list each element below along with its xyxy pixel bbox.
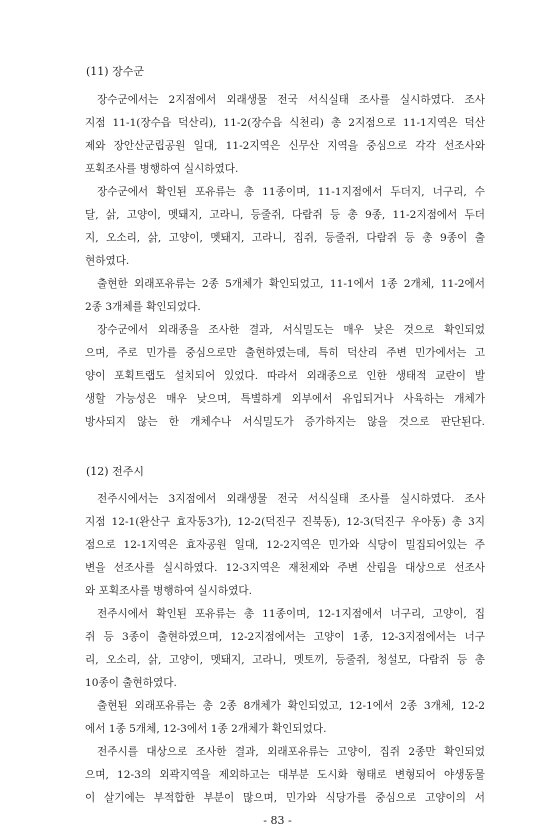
body-line: 10종이 출현하였다. <box>85 677 177 689</box>
body-line: 쥐 등 3종이 출현하였으며, 12-2지점에서는 고양이 1종, 12-3지점에서는 너구 <box>85 631 485 643</box>
body-line: 장수군에서 확인된 포유류는 총 11종이며, 11-1지점에서 두더지, 너구리, 수 <box>97 186 485 198</box>
body-line: 으며, 주로 민가를 중심으로만 출현하였는데, 특히 덕산리 주변 민가에서는 고 <box>85 347 485 359</box>
body-line: 제와 장안산군립공원 일대, 11-2지역은 신무산 지역을 중심으로 각각 선조사와 <box>85 140 485 152</box>
section-heading-jeonju: (12) 전주시 <box>86 465 144 478</box>
body-line: 지점 12-1(완산구 효자동3가), 12-2(덕진구 진북동), 12-3(덕진구 우아동) 총 3지 <box>85 516 485 528</box>
body-line: 리, 오소리, 삵, 고양이, 멧돼지, 고라니, 멧토끼, 등줄쥐, 청설모, 다람쥐 등 총 <box>85 654 485 666</box>
body-line: 이 살기에는 부적합한 부분이 많으며, 민가와 식당가를 중심으로 고양이의 서 <box>85 792 485 804</box>
body-line: 현하였다. <box>85 255 130 267</box>
body-line: 점으로 12-1지역은 효자공원 일대, 12-2지역은 민가와 식당이 밀집되어있는 주 <box>85 539 485 551</box>
body-line: 포획조사를 병행하여 실시하였다. <box>85 163 239 175</box>
body-line: 으며, 12-3의 외곽지역을 제외하고는 대부분 도시화 형태로 변형되어 야생동물 <box>85 769 485 781</box>
body-line: 출현한 외래포유류는 2종 5개체가 확인되었고, 11-1에서 1종 2개체, 11-2에서 <box>97 278 485 290</box>
body-line: 전주시를 대상으로 조사한 결과, 외래포유류는 고양이, 집쥐 2종만 확인되었 <box>97 746 485 758</box>
body-line: 변을 선조사를 실시하였다. 12-3지역은 재천제와 주변 산림을 대상으로 선조사 <box>85 562 485 574</box>
page-number: - 83 - <box>263 814 292 827</box>
body-line: 에서 1종 5개체, 12-3에서 1종 2개체가 확인되었다. <box>85 723 327 735</box>
body-line: 달, 삵, 고양이, 멧돼지, 고라니, 등줄쥐, 다람쥐 등 총 9종, 11-2지점에서 두더 <box>85 209 485 221</box>
body-line: 2종 3개체를 확인되었다. <box>85 301 201 313</box>
body-line: 방사되지 않는 한 개체수나 서식밀도가 증가하지는 않을 것으로 판단된다. <box>85 416 485 428</box>
body-line: 와 포획조사를 병행하여 실시하였다. <box>85 585 252 597</box>
section-heading-jangsu: (11) 장수군 <box>86 65 144 78</box>
body-line: 출현된 외래포유류는 총 2종 8개체가 확인되었고, 12-1에서 2종 3개체, 12-2 <box>97 700 485 712</box>
body-line: 장수군에서는 2지점에서 외래생물 전국 서식실태 조사를 실시하였다. 조사 <box>97 94 485 106</box>
body-line: 전주시에서 확인된 포유류는 총 11종이며, 12-1지점에서 너구리, 고양이, 집 <box>97 608 485 620</box>
body-line: 장수군에서 외래종을 조사한 결과, 서식밀도는 매우 낮은 것으로 확인되었 <box>97 324 485 336</box>
body-line: 지점 11-1(장수읍 덕산리), 11-2(장수읍 식천리) 총 2지점으로 11-1지역은 덕산 <box>85 117 485 129</box>
body-line: 전주시에서는 3지점에서 외래생물 전국 서식실태 조사를 실시하였다. 조사 <box>97 493 485 505</box>
body-line: 생할 가능성은 매우 낮으며, 특별하게 외부에서 유입되거나 사육하는 개체가 <box>85 393 485 405</box>
body-line: 양이 포획트랩도 설치되어 있었다. 따라서 외래종으로 인한 생태적 교란이 발 <box>85 370 485 382</box>
body-line: 지, 오소리, 삵, 고양이, 멧돼지, 고라니, 집쥐, 등줄쥐, 다람쥐 등 총 9종이 출 <box>85 232 485 244</box>
